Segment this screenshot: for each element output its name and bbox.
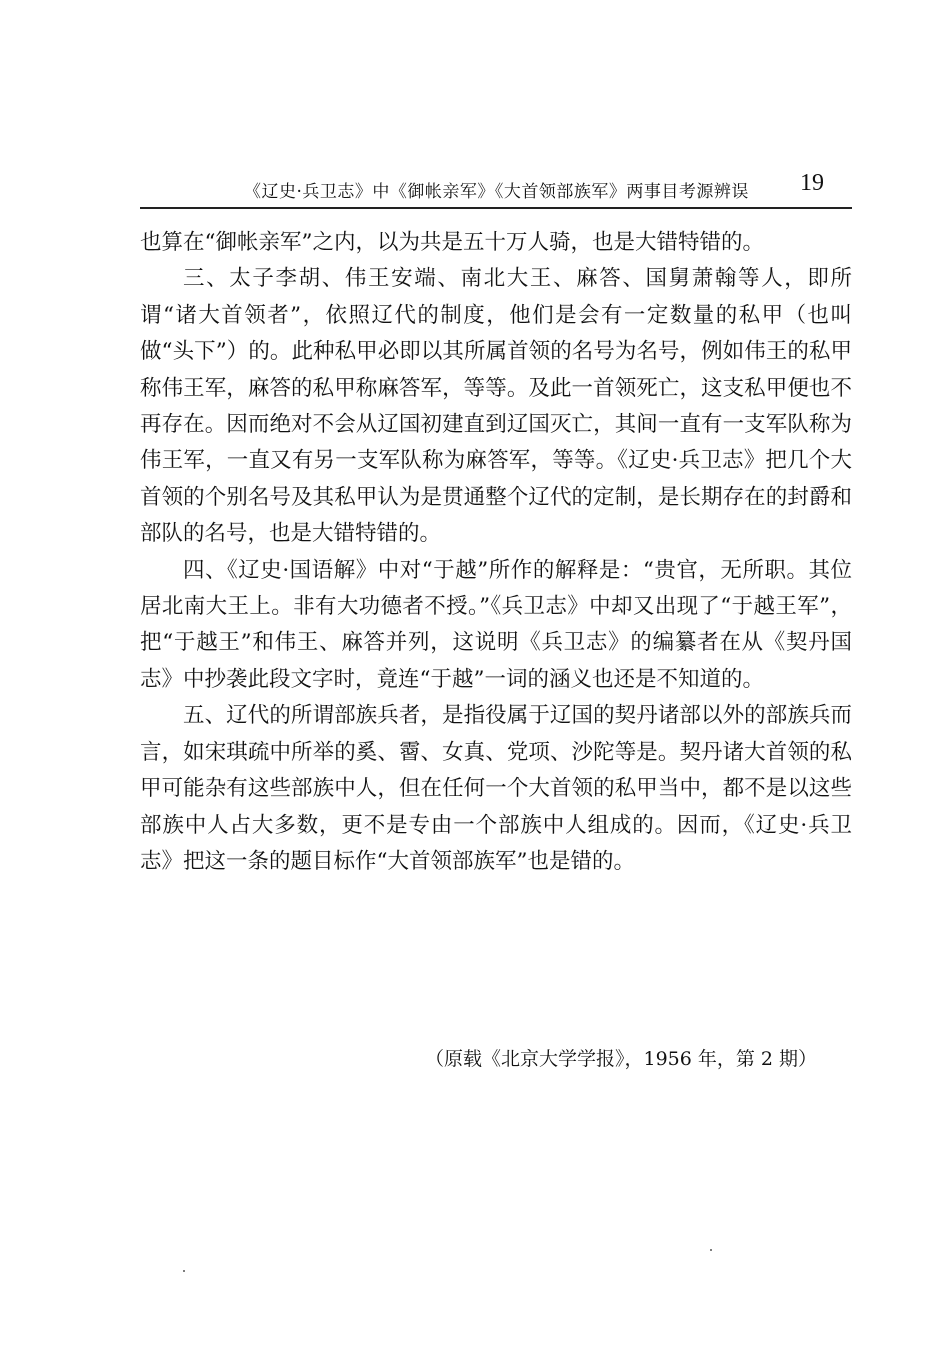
running-title: 《辽史·兵卫志》中《御帐亲军》《大首领部族军》两事目考源辨误	[244, 182, 749, 202]
page-number: 19	[800, 170, 824, 196]
paragraph-continuation: 也算在“御帐亲军”之内，以为共是五十万人骑，也是大错特错的。	[140, 230, 764, 255]
scan-speck	[183, 1270, 185, 1272]
header-rule	[140, 207, 852, 209]
paragraph-point-five: 五、辽代的所谓部族兵者，是指役属于辽国的契丹诸部以外的部族兵而言，如宋琪疏中所举的奚、霫、女真、党项、沙陀等是。契丹诸大首领的私甲可能杂有这些部族中人，但在任何一个大首领的私甲当中，都不是以这些部族中人占大多数，更不是专由一个部族中人组成的。因而，《辽史·兵卫志》把这一条的题目标作“大首领部族军”也是错的。	[140, 703, 852, 874]
paragraph-point-three: 三、太子李胡、伟王安端、南北大王、麻答、国舅萧翰等人，即所谓“诸大首领者”，依照辽代的制度，他们是会有一定数量的私甲（也叫做“头下”）的。此种私甲必即以其所属首领的名号为名号，例如伟王的私甲称伟王军，麻答的私甲称麻答军，等等。及此一首领死亡，这支私甲便也不再存在。因而绝对不会从辽国初建直到辽国灭亡，其间一直有一支军队称为伟王军，一直又有另一支军队称为麻答军，等等。《辽史·兵卫志》把几个大首领的个别名号及其私甲认为是贯通整个辽代的定制，是长期存在的封爵和部队的名号，也是大错特错的。	[140, 266, 852, 547]
paragraph-point-four: 四、《辽史·国语解》中对“于越”所作的解释是：“贵官，无所职。其位居北南大王上。非有大功德者不授。”《兵卫志》中却又出现了“于越王军”，把“于越王”和伟王、麻答并列，这说明《兵卫志》的编纂者在从《契丹国志》中抄袭此段文字时，竟连“于越”一词的涵义也还是不知道的。	[140, 557, 852, 692]
scan-speck	[710, 1249, 712, 1251]
body-text	[140, 225, 852, 880]
running-head	[140, 170, 852, 204]
source-note: （原载《北京大学学报》，1956 年，第 2 期）	[425, 1048, 818, 1070]
